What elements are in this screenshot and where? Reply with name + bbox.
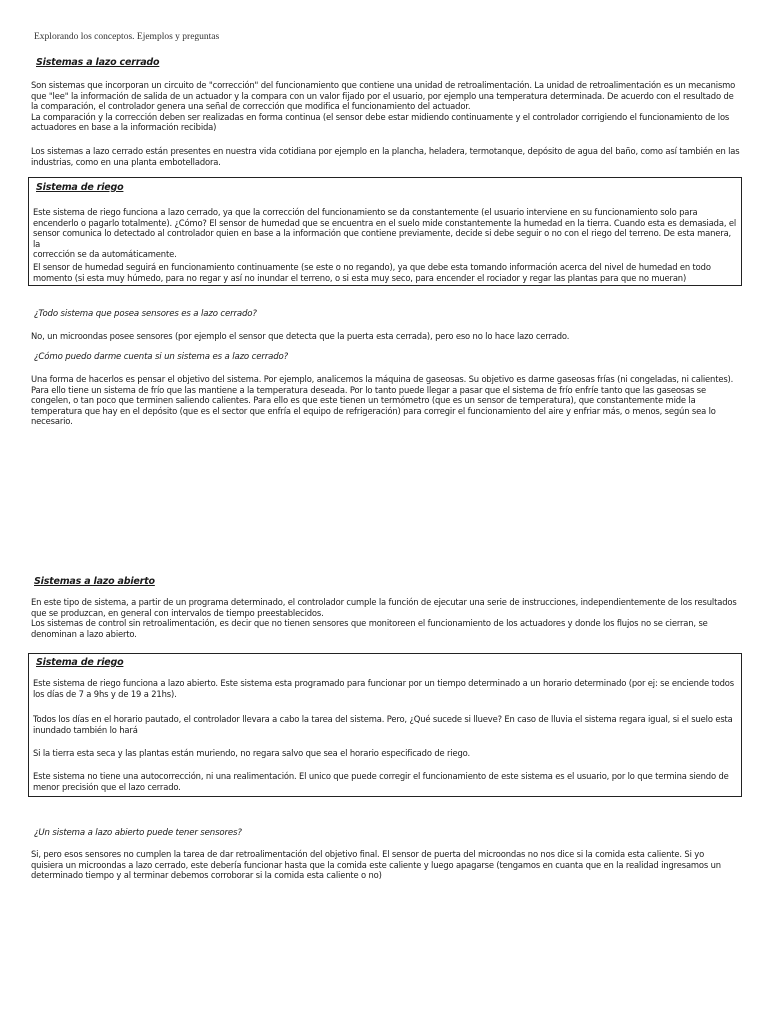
answer-open-loop-sensors: Si, pero esos sensores no cumplen la tarea de dar retroalimentación del objetivo final. El sensor de puerta del microondas no nos dice si la comida esta caliente. Si yo quisiera un microondas a lazo cerrado, este debería funcionar hasta que la comida este caliente y luego apagarse (tengamos en cuanta que en la realidad ingresamos un determinado tiempo y al terminar debemos corroborar si la comida esta caliente o no) [31, 849, 721, 881]
open-loop-definition: En este tipo de sistema, a partir de un programa determinado, el controlador cumple la función de ejecutar una serie de instrucciones, independientemente de los resultados que se produzcan, en general con intervalos de tiempo preestablecidos. Los sistemas de control sin retroalimentación, es decir que no tienen sensores que monitoreen el funcionamiento de los actuadores y donde los flujos no se cierran, se denominan a lazo abierto. [31, 597, 737, 639]
closed-loop-examples: Los sistemas a lazo cerrado están presentes en nuestra vida cotidiana por ejemplo en la plancha, heladera, termotanque, depósito de agua del baño, como así también en las industrias, como en una planta embotelladora. [31, 146, 740, 167]
answer-sensors-closed-loop: No, un microondas posee sensores (por ejemplo el sensor que detecta que la puerta esta cerrada), pero eso no lo hace lazo cerrado. [31, 331, 570, 341]
box-paragraph: Si la tierra esta seca y las plantas están muriendo, no regara salvo que sea el horario especificado de riego. [33, 748, 470, 758]
box-paragraph: Todos los días en el horario pautado, el controlador llevara a cabo la tarea del sistema. Pero, ¿Qué sucede si llueve? En caso de lluvia el sistema regara igual, si el suelo esta inundado también lo hará [33, 714, 733, 735]
box-title: Sistema de riego [36, 657, 124, 668]
section-title-open-loop: Sistemas a lazo abierto [34, 576, 155, 587]
section-title-closed-loop: Sistemas a lazo cerrado [36, 57, 160, 68]
answer-identify-closed-loop: Una forma de hacerlos es pensar el objetivo del sistema. Por ejemplo, analicemos la máquina de gaseosas. Su objetivo es darme gaseosas frías (ni congeladas, ni calientes). Para ello tiene un sistema de frío que las mantiene a la temperatura deseada. Por lo tanto puede llegar a pasar que el sistema de frío enfríe tanto que las gaseosas se congelen, o tan poco que terminen saliendo calientes. Para ello es que este tienen un termómetro (que es un sensor de temperatura), que constantemente mide la temperatura que hay en el depósito (que es el sector que enfría el equipo de refrigeración) para corregir el funcionamiento del aire y enfriar más, o menos, según sea lo necesario. [31, 374, 734, 427]
question-identify-closed-loop: ¿Cómo puedo darme cuenta si un sistema es a lazo cerrado? [34, 352, 289, 362]
closed-loop-definition: Son sistemas que incorporan un circuito de "corrección" del funcionamiento que contiene una unidad de retroalimentación. La unidad de retroalimentación es un mecanismo que "lee" la información de salida de un actuador y la compara con un valor fijado por el usuario, por ejemplo una temperatura determinada. De acuerdo con el resultado de la comparación, el controlador genera una señal de corrección que modifica el funcionamiento del actuador. La comparación y la corrección deben ser realizadas en forma continua (el sensor debe estar midiendo continuamente y el controlador corrigiendo el funcionamiento de los actuadores en base a la información recibida) [31, 80, 736, 133]
open-loop-irrigation-box [28, 653, 742, 797]
box-paragraph: Este sistema no tiene una autocorrección, ni una realimentación. El unico que puede corregir el funcionamiento de este sistema es el usuario, por lo que termina siendo de menor precisión que el lazo cerrado. [33, 771, 729, 792]
question-sensors-closed-loop: ¿Todo sistema que posea sensores es a lazo cerrado? [34, 309, 257, 319]
box-paragraph: Este sistema de riego funciona a lazo cerrado, ya que la corrección del funcionamiento se da constantemente (el usuario interviene en su funcionamiento solo para encenderlo o pagarlo totalmente). ¿Cómo? El sensor de humedad que se encuentra en el suelo mide constantemente la humedad en la tierra. Cuando esta es demasiada, el sensor comunica lo detectado al controlador quien en base a la información que contiene previamente, decide si debe seguir o no con el riego del terreno. De esta manera, la corrección se da automáticamente. [33, 207, 737, 260]
question-open-loop-sensors: ¿Un sistema a lazo abierto puede tener sensores? [34, 828, 242, 838]
box-paragraph: Este sistema de riego funciona a lazo abierto. Este sistema esta programado para funcionar por un tiempo determinado a un horario determinado (por ej: se enciende todos los días de 7 a 9hs y de 19 a 21hs). [33, 678, 734, 699]
document-header: Explorando los conceptos. Ejemplos y preguntas [34, 32, 220, 42]
closed-loop-irrigation-box [28, 177, 742, 286]
box-title: Sistema de riego [36, 182, 124, 193]
box-paragraph: El sensor de humedad seguirá en funcionamiento continuamente (se este o no regando), ya que debe esta tomando información acerca del nivel de humedad en todo momento (si esta muy húmedo, para no regar y así no inundar el terreno, o si esta muy seco, para encender el rociador y regar las plantas para que no mueran) [33, 262, 711, 283]
